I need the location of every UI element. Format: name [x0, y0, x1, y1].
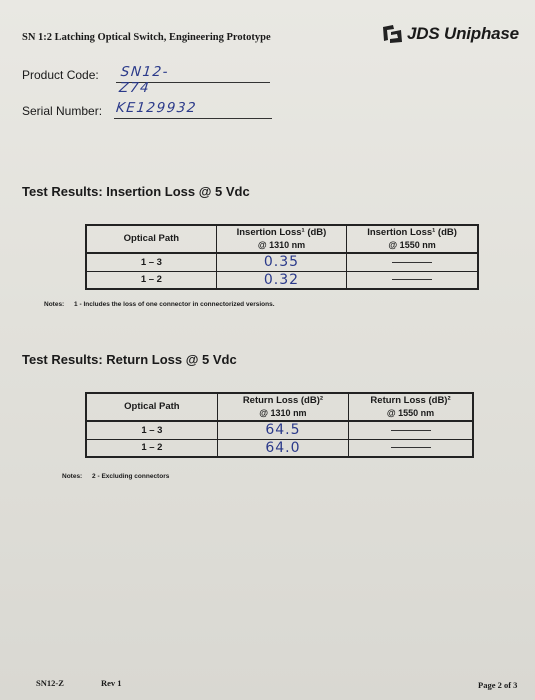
col-1550-unit: @ 1550 nm: [388, 240, 436, 250]
logo-text: JDS Uniphase: [407, 24, 519, 43]
col-optical-path: [86, 393, 217, 421]
path-cell: 1 – 2: [86, 271, 216, 289]
path-cell: 1 – 2: [86, 439, 217, 457]
insertion-notes: [44, 301, 275, 308]
serial-number-label: Serial Number:: [22, 104, 103, 118]
empty-dash: [391, 430, 431, 431]
jds-mark-icon: [381, 24, 403, 44]
col-1550-label: Return Loss (dB)²: [370, 395, 451, 406]
insertion-loss-heading: Test Results: Insertion Loss @ 5 Vdc: [22, 184, 250, 199]
path-cell: 1 – 3: [86, 421, 217, 439]
col-1310-label: Return Loss (dB)²: [242, 395, 324, 406]
value-1550-cell: [347, 271, 478, 289]
empty-dash: [392, 262, 432, 263]
notes-label: Notes:: [62, 473, 83, 480]
col-optical-path: [86, 225, 216, 253]
insertion-loss-table: [85, 224, 479, 290]
col-1310-label: Insertion Loss¹ (dB): [236, 227, 327, 238]
col-1550-unit: @ 1550 nm: [386, 408, 435, 418]
note-text: 2 - Excluding connectors: [92, 473, 170, 480]
product-code-field: [22, 64, 170, 96]
return-notes: [62, 473, 169, 480]
company-logo: [381, 24, 519, 44]
return-loss-heading: Test Results: Return Loss @ 5 Vdc: [22, 352, 237, 367]
product-code-label: Product Code:: [22, 68, 99, 82]
value-1310: 64.0: [265, 439, 301, 456]
col-optical-path-label: Optical Path: [124, 401, 180, 412]
col-1550: [349, 393, 473, 421]
table-row: [86, 271, 478, 289]
col-1310: [217, 393, 348, 421]
product-code-value: SN12-Z74: [118, 64, 170, 96]
value-1310: 64.5: [265, 422, 301, 439]
col-optical-path-label: Optical Path: [123, 233, 180, 244]
value-1310: 0.35: [263, 254, 300, 271]
table-row: [86, 421, 473, 439]
col-1310: [216, 225, 346, 253]
serial-number-field: [22, 100, 198, 118]
value-1310: 0.32: [263, 271, 300, 288]
empty-dash: [391, 447, 431, 448]
value-1310-cell: [217, 439, 348, 457]
value-1310-cell: [216, 253, 346, 271]
value-1550-cell: [347, 253, 478, 271]
col-1550: [347, 225, 478, 253]
notes-label: Notes:: [44, 301, 65, 308]
footer-doc-code: SN12-Z: [36, 678, 64, 688]
empty-dash: [392, 279, 432, 280]
table-row: [86, 439, 473, 457]
value-1550-cell: [349, 439, 473, 457]
value-1310-cell: [216, 271, 346, 289]
path-cell: 1 – 3: [86, 253, 216, 271]
serial-number-value: KE129932: [115, 100, 198, 116]
col-1310-unit: @ 1310 nm: [257, 240, 306, 250]
return-loss-table: [85, 392, 474, 458]
note-text: 1 - Includes the loss of one connector in connectorized versions.: [74, 301, 275, 308]
table-header-row: [86, 393, 473, 421]
col-1550-label: Insertion Loss¹ (dB): [367, 227, 457, 238]
col-1310-unit: @ 1310 nm: [259, 408, 307, 418]
document-title: SN 1:2 Latching Optical Switch, Engineering Prototype: [22, 32, 271, 43]
value-1550-cell: [349, 421, 473, 439]
table-row: [86, 253, 478, 271]
footer-revision: Rev 1: [101, 678, 122, 688]
value-1310-cell: [217, 421, 348, 439]
footer-page-number: Page 2 of 3: [478, 680, 518, 690]
serial-number-line: [114, 118, 272, 119]
table-header-row: [86, 225, 478, 253]
